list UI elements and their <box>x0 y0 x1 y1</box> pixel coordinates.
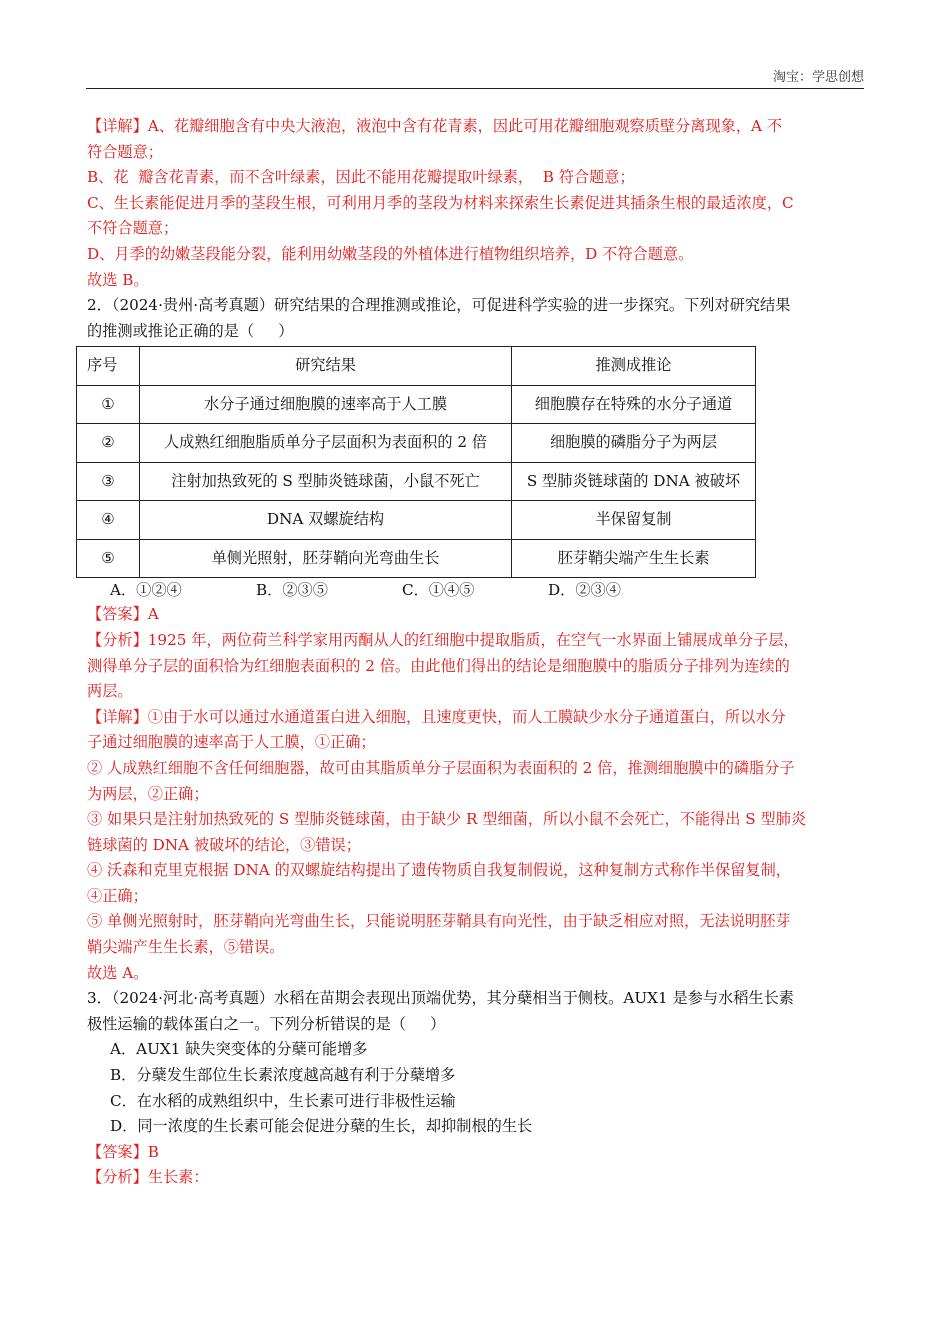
text-line: 【详解】①由于水可以通过水通道蛋白进入细胞，且速度更快，而人工膜缺少水分子通道蛋白，所以水分 <box>87 707 786 726</box>
table-cell: 水分子通过细胞膜的速率高于人工膜 <box>140 385 512 424</box>
q3-analysis-start: 【分析】生长素： <box>87 1168 209 1187</box>
text-line: C、生长素能促进月季的茎段生根，可利用月季的茎段为材料来探索生长素促进其插条生根的最适浓度，C <box>87 193 794 212</box>
table-row <box>77 424 756 463</box>
text-line: ④正确； <box>87 886 148 905</box>
text-line: ③ 如果只是注射加热致死的 S 型肺炎链球菌，由于缺少 R 型细菌，所以小鼠不会死亡，不能得出 S 型肺炎 <box>87 810 807 829</box>
text-line: B、花 瓣含花青素，而不含叶绿素，因此不能用花瓣提取叶绿素， B 符合题意； <box>87 168 635 187</box>
option-d: D．同一浓度的生长素可能会促进分蘖的生长，却抑制根的生长 <box>110 1117 533 1136</box>
option-b: B．分蘖发生部位生长素浓度越高越有利于分蘖增多 <box>110 1066 456 1085</box>
text-line: 不符合题意； <box>87 219 179 238</box>
table-cell: 胚芽鞘尖端产生生长素 <box>512 539 756 578</box>
text-line: 2．（2024·贵州·高考真题）研究结果的合理推测或推论，可促进科学实验的进一步探究。下列对研究结果 <box>87 296 791 315</box>
table-row <box>77 462 756 501</box>
option-b: B．②③⑤ <box>256 581 328 600</box>
table-cell: ① <box>77 385 140 424</box>
table-cell: DNA 双螺旋结构 <box>140 501 512 540</box>
table-cell: ③ <box>77 462 140 501</box>
header-shop-label: 淘宝：学思创想 <box>772 70 864 85</box>
table-header-cell: 研究结果 <box>140 347 512 386</box>
q2-options <box>87 578 863 602</box>
q1-detail-block <box>87 114 863 268</box>
q2-answer: 【答案】A <box>87 605 159 624</box>
q3-stem <box>87 986 863 1037</box>
text-line: 【分析】1925 年，两位荷兰科学家用丙酮从人的红细胞中提取脂质，在空气一水界面上铺展成单分子层， <box>87 630 799 649</box>
document-body <box>87 114 863 1191</box>
option-c: C．①④⑤ <box>402 581 475 600</box>
q2-analysis-block <box>87 628 863 705</box>
q2-results-table <box>76 346 756 578</box>
option-d: D．②③④ <box>548 581 621 600</box>
text-line: ⑤ 单侧光照射时，胚芽鞘向光弯曲生长，只能说明胚芽鞘具有向光性，由于缺乏相应对照，无法说明胚芽 <box>87 912 791 931</box>
text-line: ④ 沃森和克里克根据 DNA 的双螺旋结构提出了遗传物质自我复制假说，这种复制方式称作半保留复制， <box>87 861 791 880</box>
text-line: 【详解】A、花瓣细胞含有中央大液泡，液泡中含有花青素，因此可用花瓣细胞观察质壁分离现象，A 不 <box>87 117 783 135</box>
table-cell: 单侧光照射，胚芽鞘向光弯曲生长 <box>140 539 512 578</box>
text-line: 测得单分子层的面积恰为红细胞表面积的 2 倍。由此他们得出的结论是细胞膜中的脂质分子排列为连续的 <box>87 656 790 675</box>
q2-conclusion: 故选 A。 <box>87 963 149 982</box>
text-line: 两层。 <box>87 682 133 701</box>
q2-stem <box>87 293 863 344</box>
text-line: D、月季的幼嫩茎段能分裂，能利用幼嫩茎段的外植体进行植物组织培养，D 不符合题意。 <box>87 244 694 263</box>
table-cell: 半保留复制 <box>512 501 756 540</box>
table-cell: ④ <box>77 501 140 540</box>
text-line: 为两层，②正确； <box>87 784 209 803</box>
table-header-row <box>77 347 756 386</box>
table-cell: 注射加热致死的 S 型肺炎链球菌，小鼠不死亡 <box>140 462 512 501</box>
text-line: 链球菌的 DNA 被破坏的结论，③错误； <box>87 835 361 854</box>
table-row <box>77 501 756 540</box>
table-cell: 细胞膜存在特殊的水分子通道 <box>512 385 756 424</box>
text-line: ② 人成熟红细胞不含任何细胞器，故可由其脂质单分子层面积为表面积的 2 倍，推测细胞膜中的磷脂分子 <box>87 758 795 777</box>
table-row <box>77 539 756 578</box>
q3-answer: 【答案】B <box>87 1142 159 1161</box>
table-cell: ⑤ <box>77 539 140 578</box>
text-line: 子通过细胞膜的速率高于人工膜，①正确； <box>87 733 376 752</box>
option-c: C．在水稻的成熟组织中，生长素可进行非极性运输 <box>110 1091 456 1110</box>
text-line: 鞘尖端产生生长素，⑤错误。 <box>87 938 285 957</box>
text-line: 符合题意； <box>87 142 163 161</box>
q1-conclusion: 故选 B。 <box>87 270 149 289</box>
text-line: 极性运输的载体蛋白之一。下列分析错误的是（ ） <box>87 1014 446 1033</box>
table-cell: S 型肺炎链球菌的 DNA 被破坏 <box>512 462 756 501</box>
table-header-cell: 序号 <box>77 347 140 386</box>
table-cell: 细胞膜的磷脂分子为两层 <box>512 424 756 463</box>
option-a: A．AUX1 缺失突变体的分蘖可能增多 <box>110 1040 368 1059</box>
table-header-cell: 推测成推论 <box>512 347 756 386</box>
q2-detail-block <box>87 705 863 961</box>
text-line: 的推测或推论正确的是（ ） <box>87 321 294 340</box>
header-divider <box>86 88 864 89</box>
table-cell: 人成熟红细胞脂质单分子层面积为表面积的 2 倍 <box>140 424 512 463</box>
table-row <box>77 385 756 424</box>
text-line: 3．（2024·河北·高考真题）水稻在苗期会表现出顶端优势，其分蘖相当于侧枝。AUX1 是参与水稻生长素 <box>87 989 794 1008</box>
q3-options <box>87 1037 863 1139</box>
table-cell: ② <box>77 424 140 463</box>
option-a: A．①②④ <box>110 581 182 600</box>
